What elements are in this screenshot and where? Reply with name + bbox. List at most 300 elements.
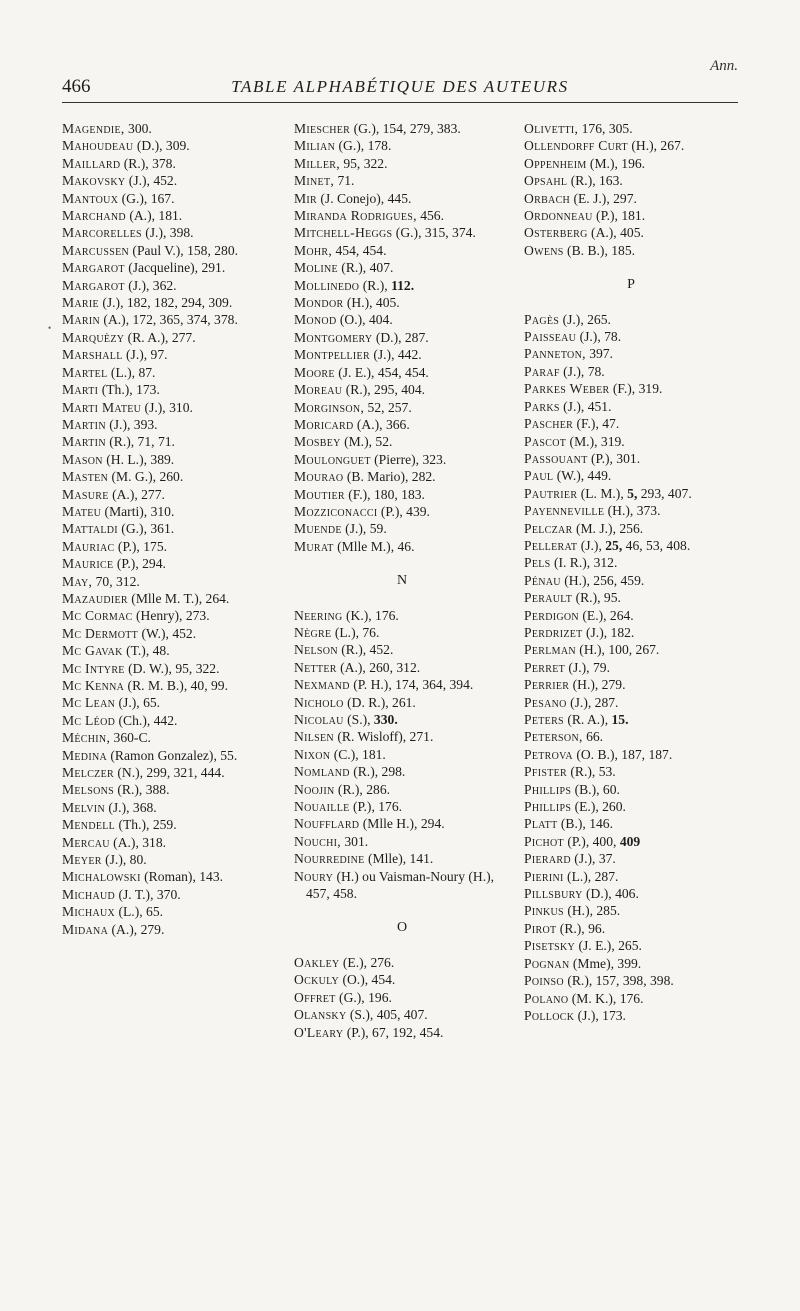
author-name: Paraf [524, 363, 560, 379]
page-number: 466 [62, 76, 91, 97]
author-name: Pierard [524, 851, 571, 867]
page-references: (H. L.), 389. [102, 451, 175, 467]
author-name: Maurice [62, 556, 114, 572]
author-name: Netter [294, 659, 337, 675]
page-references: (H.), 405. [343, 295, 400, 311]
page-references: (J.), 182. [582, 624, 635, 640]
author-name: Marti [62, 382, 99, 398]
author-name: Nomland [294, 764, 350, 780]
index-entry [524, 676, 738, 693]
page-references: (F.), 180, 183. [344, 486, 425, 502]
author-name: Pfister [524, 764, 567, 780]
index-entry [62, 642, 280, 659]
author-name: Oakley [294, 954, 340, 970]
index-entry [294, 259, 510, 276]
page-references: (J.), 37. [570, 851, 616, 867]
author-name: Milian [294, 138, 336, 154]
page-references: (S.), 405, 407. [346, 1007, 428, 1023]
page-references: (R. A.), 277. [124, 329, 196, 345]
page-references: (P.), 181. [592, 208, 646, 224]
main-reference: 15. [611, 712, 629, 727]
page-references: (J.), 452. [125, 173, 178, 189]
page-references: (K.), 176. [342, 607, 399, 623]
author-name: Oppenheim [524, 155, 587, 171]
page-references: (P. H.), 174, 364, 394. [349, 677, 474, 693]
index-entry [62, 364, 280, 381]
index-entry [62, 660, 280, 677]
index-entry [524, 415, 738, 432]
page-references: (E.), 264. [578, 607, 634, 623]
author-name: Polano [524, 990, 569, 1006]
author-name: Ollendorff Curt [524, 138, 628, 154]
index-entry [62, 886, 280, 903]
author-name: Orbach [524, 190, 571, 206]
page-references: (M. K.), 176. [568, 990, 644, 1006]
page-references: (H.), 373. [604, 503, 661, 519]
author-name: Martin [62, 434, 106, 450]
page-references: (J.), 182, 182, 294, 309. [98, 295, 233, 311]
author-name: Medina [62, 747, 107, 763]
index-entry [294, 137, 510, 154]
page-references: (A.), 277. [108, 486, 165, 502]
author-name: Perrier [524, 677, 570, 693]
author-name: Marti Mateu [62, 399, 142, 415]
index-entry [524, 207, 738, 224]
page-references: (E.), 260. [571, 799, 626, 815]
index-entry [524, 850, 738, 867]
page-references: (J.), 79. [565, 659, 610, 675]
page-references: (Marti), 310. [101, 503, 175, 519]
index-entry [62, 799, 280, 816]
section-letter: O [396, 920, 408, 936]
index-entry [294, 486, 510, 503]
index-entry [62, 259, 280, 276]
index-entry [524, 659, 738, 676]
index-entry [62, 555, 280, 572]
index-entry [62, 451, 280, 468]
index-entry [294, 329, 510, 346]
page-references: (J.), 59. [341, 521, 387, 537]
page-references: (P.), 294. [113, 556, 166, 572]
index-entry [294, 311, 510, 328]
page-references: (D.), 309. [133, 138, 190, 154]
author-name: Montpellier [294, 347, 370, 363]
author-name: Pirot [524, 920, 557, 936]
section-letter: P [627, 277, 635, 293]
index-entry [524, 955, 738, 972]
author-name: Marcorelles [62, 225, 142, 241]
page-references: (R.), 388. [113, 782, 170, 798]
page-references: (J.), 362. [124, 277, 177, 293]
author-name: May, [62, 573, 93, 589]
author-name: Pillsbury [524, 886, 583, 902]
page-references: (N.), 299, 321, 444. [113, 765, 225, 781]
author-name: Pénau [524, 572, 561, 588]
page-references: (G.), 361. [117, 521, 175, 537]
index-entry [294, 815, 510, 832]
page-references: (J.), 78. [576, 329, 622, 345]
author-name: Mazaudier [62, 590, 128, 606]
index-entry [294, 242, 510, 259]
index-entry [524, 502, 738, 519]
index-entry [294, 868, 510, 903]
index-entry [524, 137, 738, 154]
page-references: (R.), 157, 398, 398. [563, 973, 674, 989]
page-references: (A.), 279. [108, 921, 165, 937]
page-references: 71. [334, 173, 355, 189]
index-entry [524, 398, 738, 415]
author-name: Nelson [294, 642, 338, 658]
page-references: (J.), 398. [141, 225, 194, 241]
index-entry [62, 329, 280, 346]
index-entry [62, 416, 280, 433]
main-reference: 112. [391, 277, 415, 293]
index-entry [294, 520, 510, 537]
author-name: Mc Kenna [62, 678, 125, 693]
author-name: Parks [524, 398, 560, 414]
page-references: (J.), 451. [559, 398, 612, 414]
author-name: Mc Léod [62, 712, 116, 728]
index-entry [294, 746, 510, 763]
page-references: (J.), 287. [566, 694, 619, 710]
author-name: Pichot [524, 833, 564, 849]
index-entry [524, 224, 738, 241]
author-name: Mitchell-Heggs [294, 225, 393, 241]
page-references: (R.), 163. [567, 173, 623, 189]
page-references: 456. [416, 208, 444, 224]
author-name: Nilsen [294, 729, 334, 745]
author-name: Mohr, [294, 242, 333, 258]
page-references: (Jacqueline), 291. [124, 260, 226, 276]
author-name: Pollock [524, 1007, 575, 1023]
index-entry [62, 433, 280, 450]
page-references: (B. B.), 185. [563, 242, 636, 258]
author-name: Mir [294, 190, 317, 206]
main-reference: 5, [627, 485, 638, 501]
page-references: (H.) ou Vaisman-Noury (H.), 457, 458. [306, 868, 495, 902]
index-entry [294, 641, 510, 658]
index-entry [524, 433, 738, 450]
page-references: (E. J.), 297. [570, 190, 637, 206]
index-entry [62, 346, 280, 363]
index-entry [524, 554, 738, 571]
index-entry [62, 503, 280, 520]
author-name: Mourao [294, 469, 344, 485]
page-references: (J.), 78. [559, 363, 605, 379]
author-name: Nicholo [294, 694, 344, 710]
page-references: (Henry), 273. [132, 608, 210, 624]
page-references: (J.), 265. [559, 311, 611, 327]
page-references: (J.), 393. [105, 416, 158, 432]
page-references: (Th.), 259. [115, 817, 177, 833]
index-entry [62, 834, 280, 851]
index-entry [62, 538, 280, 555]
index-entry [294, 676, 510, 693]
page-references: (R.), 452. [337, 642, 394, 658]
page-references: (L.), 87. [107, 364, 156, 380]
author-name: Margarot [62, 277, 125, 293]
index-entry [524, 537, 738, 554]
page-references: (G.), 154, 279, 383. [350, 121, 461, 136]
page-references: (J.), 310. [141, 399, 193, 415]
page-references: (A.), 181. [125, 208, 183, 224]
author-name: Perdrizet [524, 624, 583, 640]
index-entry [294, 798, 510, 815]
author-name: Meyer [62, 852, 102, 868]
author-name: Melvin [62, 799, 105, 815]
page-references: (D.), 406. [582, 886, 639, 902]
index-entry [62, 311, 280, 328]
page-references: (G.), 196. [335, 989, 392, 1005]
author-name: Nicolau [294, 712, 344, 727]
author-name: Nègre [294, 624, 332, 640]
page-references: (M.), 319. [566, 433, 625, 449]
author-name: Phillips [524, 799, 572, 815]
page-references: (L.), 76. [331, 624, 380, 640]
index-entry [62, 694, 280, 711]
index-entry [294, 503, 510, 520]
author-name: Noury [294, 868, 334, 884]
index-entry [294, 468, 510, 485]
author-name: Melsons [62, 782, 114, 798]
author-name: Paisseau [524, 329, 577, 345]
author-name: Masten [62, 469, 109, 485]
author-name: Passouant [524, 450, 588, 466]
author-name: Mollinedo [294, 277, 360, 293]
page-references: (J.), 442. [369, 347, 422, 363]
index-entry [524, 920, 738, 937]
author-name: Miller, [294, 155, 340, 171]
index-entry [294, 728, 510, 745]
index-entry [62, 729, 280, 746]
page-references: 66. [582, 729, 604, 745]
page-header [62, 74, 738, 103]
author-name: Pesano [524, 694, 567, 710]
author-name: Pagès [524, 311, 560, 327]
index-entry [62, 277, 280, 294]
index-entry [294, 1006, 510, 1023]
page-references: (L. M.), [577, 485, 628, 501]
margin-mark: • [48, 323, 52, 333]
page-references: (R.), 407. [337, 260, 394, 276]
page-references: 300. [124, 121, 152, 136]
index-entry [62, 486, 280, 503]
index-entry [524, 155, 738, 172]
index-column-3 [524, 120, 738, 1024]
index-entry [62, 747, 280, 764]
page-references: (B. Mario), 282. [343, 469, 436, 485]
page-references: (S.), [343, 712, 374, 727]
page-references-cont: 46, 53, 408. [622, 537, 691, 553]
page-references: 454, 454. [332, 242, 387, 258]
page-references: (M. J.), 256. [572, 520, 644, 536]
page-references: (G.), 167. [118, 190, 175, 206]
index-entry [62, 520, 280, 537]
index-entry [62, 172, 280, 189]
page-references: (L.), 287. [563, 868, 619, 884]
page-references: 70, 312. [92, 573, 140, 589]
page-references: 52, 257. [364, 399, 412, 415]
index-column-1 [62, 120, 280, 938]
author-name: Mattaldi [62, 521, 118, 537]
author-name: O'Leary [294, 1024, 344, 1040]
index-entry [524, 589, 738, 606]
index-columns [62, 120, 738, 1290]
index-entry [524, 242, 738, 259]
page-references: (E.), 276. [339, 954, 395, 970]
page-references: (B.), 60. [571, 781, 620, 797]
index-entry [524, 363, 738, 380]
page-references: (A.), 405. [587, 225, 644, 241]
index-entry [294, 451, 510, 468]
page-references: 95, 322. [339, 155, 388, 171]
page-references: (J.), 173. [574, 1007, 626, 1023]
author-name: Marie [62, 295, 99, 311]
author-name: Masure [62, 486, 109, 502]
index-entry [524, 746, 738, 763]
page-references: (Pierre), 323. [370, 451, 447, 467]
page-references: (G.), 178. [335, 138, 392, 154]
author-name: Osterberg [524, 225, 588, 241]
index-entry [524, 694, 738, 711]
author-name: Nixon [294, 746, 331, 762]
page-references: (O. B.), 187, 187. [572, 746, 673, 762]
author-name: Moline [294, 260, 338, 276]
index-entry [294, 416, 510, 433]
author-name: Mantoux [62, 190, 119, 206]
author-name: Noufflard [294, 816, 360, 832]
index-entry [62, 868, 280, 885]
page-references: (F.), 47. [573, 416, 620, 432]
index-entry [524, 328, 738, 345]
page-references: (D. W.), 95, 322. [124, 660, 220, 676]
author-name: Montgomery [294, 329, 373, 345]
author-name: Moreau [294, 382, 343, 398]
author-name: Olansky [294, 1007, 347, 1023]
page-references: (C.), 181. [330, 746, 386, 762]
index-entry [62, 851, 280, 868]
index-entry [294, 433, 510, 450]
index-entry [524, 763, 738, 780]
index-entry [524, 937, 738, 954]
running-head: Ann. [710, 58, 738, 74]
index-entry [294, 763, 510, 780]
page-references: (H.), 285. [563, 903, 621, 919]
index-entry [524, 641, 738, 658]
index-entry [62, 607, 280, 624]
index-entry [524, 711, 738, 728]
author-name: Pascher [524, 416, 574, 432]
author-name: Nexmand [294, 677, 350, 693]
index-entry [524, 798, 738, 815]
index-entry [294, 989, 510, 1006]
index-entry [524, 120, 738, 137]
index-entry [294, 172, 510, 189]
page-references: (P.), 301. [587, 450, 641, 466]
author-name: Offret [294, 989, 336, 1005]
author-name: Perlman [524, 642, 576, 658]
author-name: Panneton, [524, 346, 586, 362]
author-name: Marchand [62, 208, 126, 224]
author-name: Opsahl [524, 173, 568, 189]
author-name: Mahoudeau [62, 138, 134, 154]
author-name: Pisetsky [524, 938, 576, 954]
index-entry [294, 381, 510, 398]
author-name: Marcussen [62, 242, 130, 258]
page-references: 360-C. [110, 730, 151, 746]
author-name: Nourredine [294, 851, 365, 867]
index-entry [294, 207, 510, 224]
index-entry [62, 399, 280, 416]
index-entry [294, 607, 510, 624]
author-name: Pierini [524, 868, 564, 884]
author-name: Noojin [294, 781, 335, 797]
index-entry [62, 294, 280, 311]
index-entry [524, 485, 738, 502]
page-references: (Mlle), 141. [364, 851, 434, 867]
page-references: (R. M. B.), 40, 99. [124, 678, 229, 693]
author-name: Perdigon [524, 607, 579, 623]
page-references: (J. Conejo), 445. [317, 190, 412, 206]
author-name: Miescher [294, 121, 351, 136]
page-references: (D. R.), 261. [343, 694, 416, 710]
page-references: (R.), 378. [120, 155, 176, 171]
author-name: Martel [62, 364, 108, 380]
author-name: Mondor [294, 295, 344, 311]
author-name: Ordonneau [524, 208, 593, 224]
page-references: (R.), 53. [567, 764, 616, 780]
page-references: (R. Wisloff), 271. [333, 729, 434, 745]
author-name: Marshall [62, 347, 123, 363]
page-references: (J. T.), 370. [115, 886, 181, 902]
author-name: Mc Gavak [62, 643, 123, 659]
author-name: Pognan [524, 955, 570, 971]
page-references: (J.), [577, 537, 606, 553]
index-entry [62, 381, 280, 398]
page-references: (P.), 67, 192, 454. [343, 1024, 444, 1040]
page-references: (O.), 404. [336, 312, 393, 328]
author-name: Mc Cormac [62, 608, 133, 624]
author-name: Marquèzy [62, 329, 125, 345]
index-entry [62, 207, 280, 224]
index-entry [524, 728, 738, 745]
author-name: Michalowski [62, 869, 141, 885]
author-name: Marin [62, 312, 101, 328]
author-name: Monod [294, 312, 337, 328]
page-references: (A.), 366. [353, 416, 410, 432]
author-name: Mason [62, 451, 103, 467]
index-entry [62, 573, 280, 590]
page-references: (G.), 315, 374. [392, 225, 476, 241]
index-entry [62, 764, 280, 781]
page-references: (D.), 287. [372, 329, 429, 345]
index-entry [524, 607, 738, 624]
page-title: TABLE ALPHABÉTIQUE DES AUTEURS [231, 77, 569, 96]
page-references: (H.), 267. [627, 138, 685, 154]
index-entry [524, 885, 738, 902]
main-reference: 330. [373, 712, 398, 727]
page-references: (Paul V.), 158, 280. [129, 242, 239, 258]
author-name: Mauriac [62, 538, 115, 554]
page-references-cont: 293, 407. [637, 485, 692, 501]
index-entry [294, 224, 510, 241]
page-references: (P.), 400, [563, 833, 620, 849]
index-entry [62, 190, 280, 207]
page-references: (A.), 260, 312. [336, 659, 421, 675]
author-name: Moulonguet [294, 451, 371, 467]
page-references: 397. [585, 346, 613, 362]
page-references: (P.), 176. [349, 799, 403, 815]
